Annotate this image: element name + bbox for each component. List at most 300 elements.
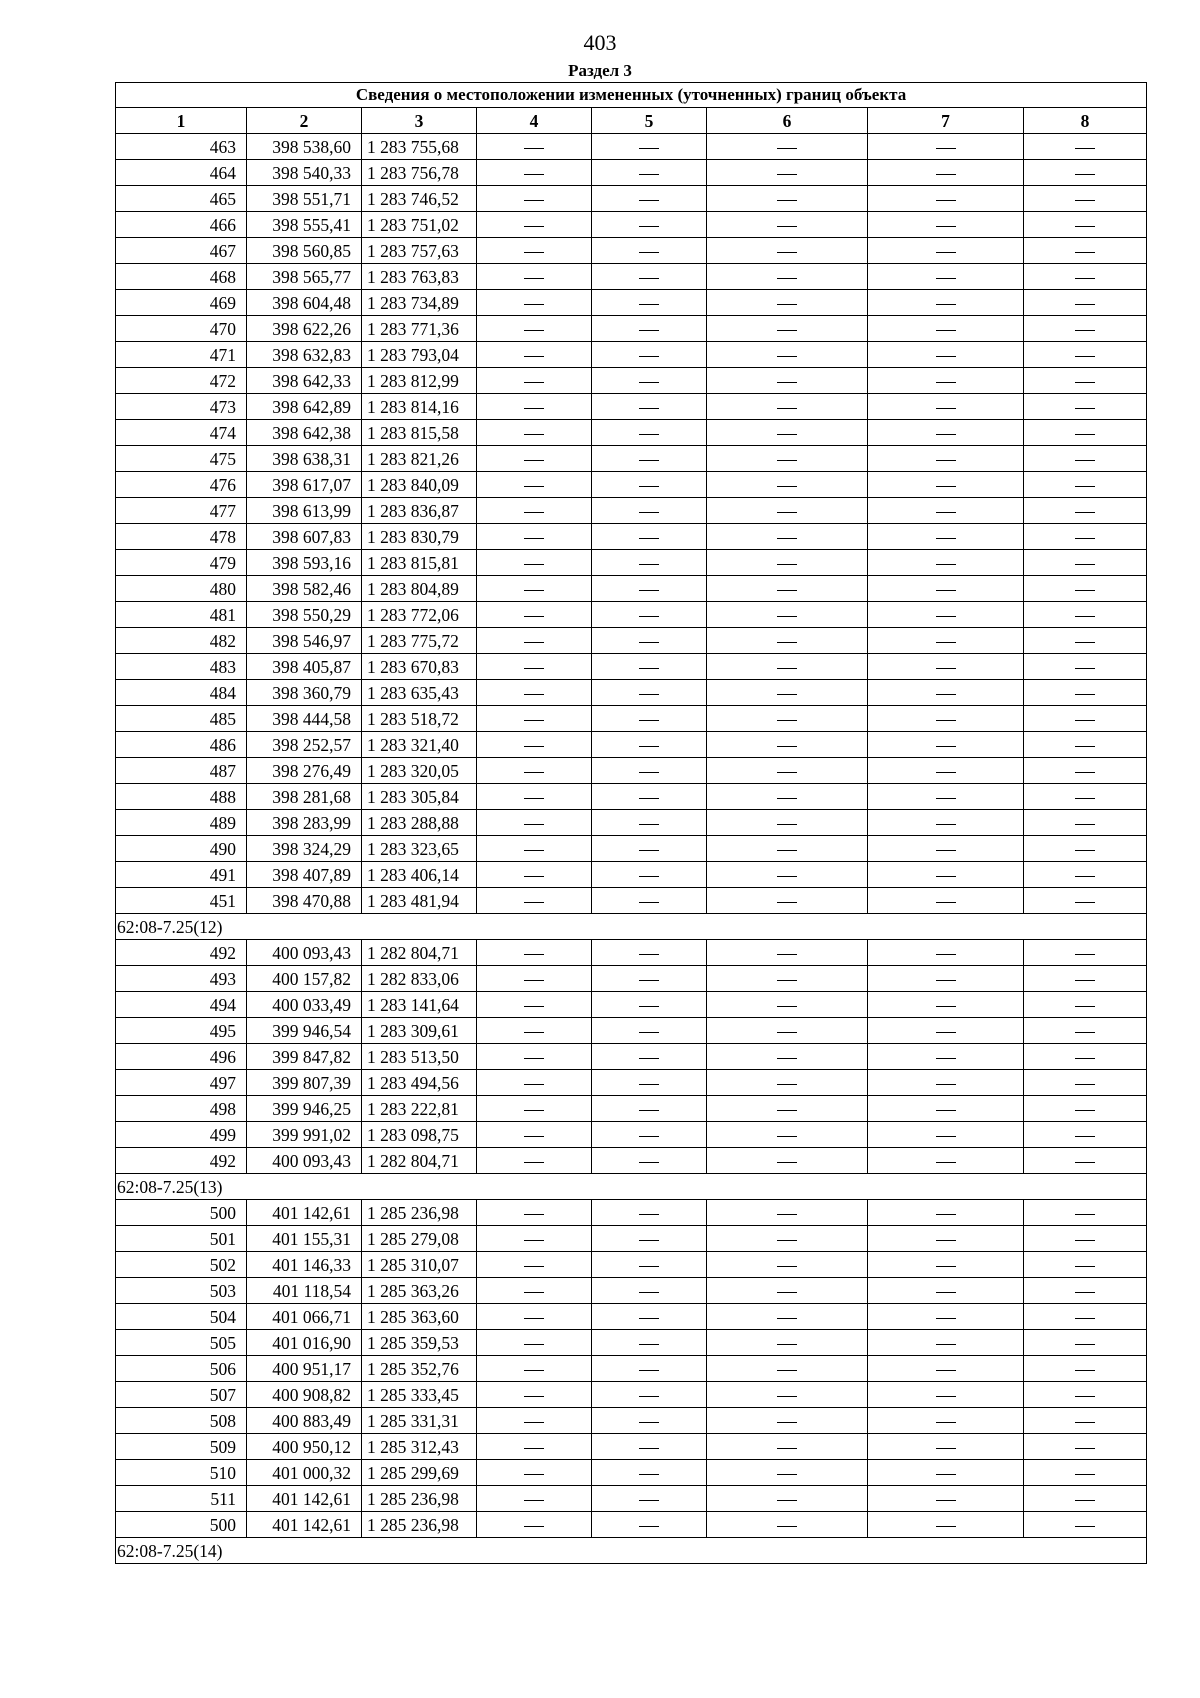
empty-cell [707,1304,868,1330]
table-row [116,1252,1147,1278]
table-row [116,680,1147,706]
empty-cell [868,420,1024,446]
point-number: 475 [116,446,247,472]
empty-cell [592,316,707,342]
dash-mark [1075,148,1095,149]
point-number: 467 [116,238,247,264]
empty-cell [477,1018,592,1044]
coordinate-y: 1 285 331,31 [362,1408,477,1434]
point-number: 481 [116,602,247,628]
empty-cell [477,602,592,628]
point-number: 474 [116,420,247,446]
empty-cell [477,524,592,550]
point-number: 472 [116,368,247,394]
empty-cell [477,1070,592,1096]
point-number: 477 [116,498,247,524]
dash-mark [936,694,956,695]
empty-cell [868,888,1024,914]
column-header: 1 [116,108,247,134]
empty-cell [707,784,868,810]
point-number: 502 [116,1252,247,1278]
dash-mark [639,1006,659,1007]
empty-cell [868,784,1024,810]
point-number: 500 [116,1200,247,1226]
dash-mark [936,1032,956,1033]
coordinate-x: 398 613,99 [247,498,362,524]
dash-mark [1075,512,1095,513]
dash-mark [777,278,797,279]
empty-cell [1024,1226,1147,1252]
dash-mark [936,1084,956,1085]
dash-mark [936,980,956,981]
dash-mark [777,1396,797,1397]
coordinate-y: 1 283 756,78 [362,160,477,186]
empty-cell [592,160,707,186]
dash-mark [524,1344,544,1345]
dash-mark [936,252,956,253]
dash-mark [936,1370,956,1371]
dash-mark [1075,460,1095,461]
empty-cell [707,810,868,836]
coordinate-y: 1 283 670,83 [362,654,477,680]
empty-cell [477,264,592,290]
empty-cell [707,602,868,628]
empty-cell [707,654,868,680]
dash-mark [524,1474,544,1475]
dash-mark [1075,720,1095,721]
empty-cell [707,966,868,992]
dash-mark [524,512,544,513]
coordinate-y: 1 283 815,81 [362,550,477,576]
dash-mark [777,1474,797,1475]
dash-mark [524,1318,544,1319]
empty-cell [1024,1018,1147,1044]
empty-cell [592,1096,707,1122]
dash-mark [639,1318,659,1319]
dash-mark [1075,1266,1095,1267]
empty-cell [1024,810,1147,836]
dash-mark [777,824,797,825]
dash-mark [1075,1292,1095,1293]
empty-cell [868,862,1024,888]
coordinate-x: 401 142,61 [247,1200,362,1226]
point-number: 476 [116,472,247,498]
empty-cell [707,134,868,160]
coordinate-y: 1 283 812,99 [362,368,477,394]
empty-cell [592,576,707,602]
coordinate-x: 401 155,31 [247,1226,362,1252]
coordinate-x: 399 946,54 [247,1018,362,1044]
dash-mark [524,850,544,851]
empty-cell [477,1200,592,1226]
coordinate-y: 1 282 804,71 [362,1148,477,1174]
dash-mark [524,200,544,201]
dash-mark [777,512,797,513]
dash-mark [639,1344,659,1345]
dash-mark [639,720,659,721]
coordinate-x: 398 607,83 [247,524,362,550]
empty-cell [1024,1070,1147,1096]
dash-mark [777,1058,797,1059]
empty-cell [707,238,868,264]
empty-cell [592,420,707,446]
empty-cell [592,1252,707,1278]
empty-cell [868,1408,1024,1434]
empty-cell [477,186,592,212]
empty-cell [477,1304,592,1330]
coordinate-y: 1 283 494,56 [362,1070,477,1096]
table-row [116,576,1147,602]
empty-cell [1024,446,1147,472]
dash-mark [639,850,659,851]
coordinate-x: 398 617,07 [247,472,362,498]
dash-mark [639,1266,659,1267]
dash-mark [1075,1058,1095,1059]
empty-cell [707,1408,868,1434]
coordinate-y: 1 285 312,43 [362,1434,477,1460]
table-row [116,394,1147,420]
empty-cell [592,134,707,160]
empty-cell [477,1044,592,1070]
dash-mark [777,720,797,721]
empty-cell [592,290,707,316]
dash-mark [777,1370,797,1371]
dash-mark [777,1292,797,1293]
empty-cell [868,290,1024,316]
point-number: 511 [116,1486,247,1512]
dash-mark [936,278,956,279]
empty-cell [592,1044,707,1070]
dash-mark [524,668,544,669]
dash-mark [936,954,956,955]
empty-cell [477,394,592,420]
table-row [116,732,1147,758]
empty-cell [592,1148,707,1174]
dash-mark [639,408,659,409]
dash-mark [936,200,956,201]
dash-mark [639,252,659,253]
dash-mark [777,642,797,643]
coordinate-y: 1 283 635,43 [362,680,477,706]
coordinate-y: 1 285 352,76 [362,1356,477,1382]
empty-cell [707,732,868,758]
coordinate-y: 1 283 513,50 [362,1044,477,1070]
coordinate-x: 398 405,87 [247,654,362,680]
dash-mark [1075,668,1095,669]
dash-mark [639,798,659,799]
coordinate-y: 1 283 815,58 [362,420,477,446]
empty-cell [868,628,1024,654]
empty-cell [477,550,592,576]
empty-cell [707,1096,868,1122]
dash-mark [639,512,659,513]
dash-mark [1075,746,1095,747]
dash-mark [1075,330,1095,331]
dash-mark [936,876,956,877]
column-number-row [116,108,1147,134]
dash-mark [639,642,659,643]
empty-cell [592,758,707,784]
table-row [116,1434,1147,1460]
dash-mark [639,1084,659,1085]
empty-cell [1024,836,1147,862]
empty-cell [592,1018,707,1044]
dash-mark [777,1032,797,1033]
empty-cell [1024,290,1147,316]
empty-cell [1024,1330,1147,1356]
coordinate-y: 1 285 333,45 [362,1382,477,1408]
empty-cell [592,394,707,420]
empty-cell [592,446,707,472]
empty-cell [477,498,592,524]
point-number: 488 [116,784,247,810]
empty-cell [592,550,707,576]
dash-mark [777,1500,797,1501]
column-header: 3 [362,108,477,134]
point-number: 509 [116,1434,247,1460]
empty-cell [592,862,707,888]
empty-cell [477,1408,592,1434]
empty-cell [707,290,868,316]
point-number: 510 [116,1460,247,1486]
empty-cell [707,342,868,368]
empty-cell [477,1434,592,1460]
dash-mark [777,564,797,565]
table-row [116,810,1147,836]
table-caption-row [116,83,1147,108]
coordinate-x: 398 276,49 [247,758,362,784]
empty-cell [1024,394,1147,420]
coordinate-x: 398 642,89 [247,394,362,420]
empty-cell [592,498,707,524]
coordinate-x: 398 324,29 [247,836,362,862]
empty-cell [868,472,1024,498]
dash-mark [639,590,659,591]
empty-cell [868,446,1024,472]
dash-mark [936,720,956,721]
page-number: 403 [583,30,617,55]
empty-cell [592,784,707,810]
empty-cell [868,186,1024,212]
point-number: 506 [116,1356,247,1382]
column-header: 8 [1024,108,1147,134]
dash-mark [777,590,797,591]
coordinate-y: 1 283 772,06 [362,602,477,628]
point-number: 505 [116,1330,247,1356]
table-row [116,1226,1147,1252]
coordinate-x: 398 622,26 [247,316,362,342]
empty-cell [1024,1486,1147,1512]
empty-cell [477,966,592,992]
dash-mark [777,1266,797,1267]
empty-cell [1024,940,1147,966]
coordinate-x: 398 283,99 [247,810,362,836]
empty-cell [868,1356,1024,1382]
dash-mark [1075,486,1095,487]
empty-cell [592,940,707,966]
empty-cell [868,264,1024,290]
table-row [116,628,1147,654]
empty-cell [592,212,707,238]
point-number: 498 [116,1096,247,1122]
empty-cell [592,1512,707,1538]
empty-cell [868,1018,1024,1044]
dash-mark [777,1422,797,1423]
empty-cell [477,810,592,836]
dash-mark [777,1110,797,1111]
dash-mark [777,1318,797,1319]
dash-mark [1075,1344,1095,1345]
group-label: 62:08-7.25(12) [116,914,1147,940]
table-row [116,862,1147,888]
empty-cell [1024,1460,1147,1486]
dash-mark [936,1344,956,1345]
point-number: 501 [116,1226,247,1252]
coordinate-y: 1 283 775,72 [362,628,477,654]
dash-mark [1075,1032,1095,1033]
dash-mark [936,1110,956,1111]
dash-mark [936,1526,956,1527]
empty-cell [707,1382,868,1408]
dash-mark [777,434,797,435]
empty-cell [868,1096,1024,1122]
empty-cell [707,160,868,186]
empty-cell [707,1460,868,1486]
empty-cell [592,1200,707,1226]
empty-cell [1024,1200,1147,1226]
empty-cell [477,1148,592,1174]
dash-mark [524,746,544,747]
empty-cell [592,186,707,212]
dash-mark [639,460,659,461]
empty-cell [707,706,868,732]
table-row [116,1408,1147,1434]
empty-cell [707,1512,868,1538]
empty-cell [868,732,1024,758]
empty-cell [477,836,592,862]
coordinate-x: 399 946,25 [247,1096,362,1122]
dash-mark [936,486,956,487]
dash-mark [639,304,659,305]
dash-mark [639,148,659,149]
empty-cell [868,1304,1024,1330]
coordinate-x: 398 582,46 [247,576,362,602]
point-number: 493 [116,966,247,992]
dash-mark [639,694,659,695]
empty-cell [592,836,707,862]
empty-cell [707,472,868,498]
empty-cell [477,134,592,160]
dash-mark [1075,356,1095,357]
empty-cell [868,706,1024,732]
dash-mark [639,980,659,981]
table-row [116,160,1147,186]
point-number: 464 [116,160,247,186]
dash-mark [1075,538,1095,539]
empty-cell [477,1096,592,1122]
coordinate-y: 1 285 363,26 [362,1278,477,1304]
coordinate-y: 1 283 734,89 [362,290,477,316]
point-number: 507 [116,1382,247,1408]
empty-cell [592,680,707,706]
dash-mark [1075,304,1095,305]
dash-mark [524,1448,544,1449]
dash-mark [524,564,544,565]
empty-cell [477,1460,592,1486]
point-number: 465 [116,186,247,212]
table-row [116,1148,1147,1174]
empty-cell [707,316,868,342]
dash-mark [1075,1474,1095,1475]
dash-mark [777,486,797,487]
point-number: 499 [116,1122,247,1148]
dash-mark [1075,1006,1095,1007]
empty-cell [1024,524,1147,550]
point-number: 504 [116,1304,247,1330]
coordinate-y: 1 283 763,83 [362,264,477,290]
dash-mark [1075,1110,1095,1111]
dash-mark [639,1214,659,1215]
table-row [116,212,1147,238]
empty-cell [707,1486,868,1512]
point-number: 482 [116,628,247,654]
coordinate-x: 401 146,33 [247,1252,362,1278]
dash-mark [777,668,797,669]
dash-mark [936,798,956,799]
point-number: 470 [116,316,247,342]
empty-cell [477,758,592,784]
empty-cell [592,732,707,758]
point-number: 486 [116,732,247,758]
empty-cell [477,472,592,498]
table-row [116,1512,1147,1538]
empty-cell [592,706,707,732]
coordinate-y: 1 283 804,89 [362,576,477,602]
point-number: 494 [116,992,247,1018]
dash-mark [639,1422,659,1423]
coordinate-y: 1 283 481,94 [362,888,477,914]
coordinate-x: 400 908,82 [247,1382,362,1408]
empty-cell [1024,1356,1147,1382]
dash-mark [639,226,659,227]
table-row [116,524,1147,550]
point-number: 500 [116,1512,247,1538]
empty-cell [707,1044,868,1070]
dash-mark [639,564,659,565]
point-number: 508 [116,1408,247,1434]
empty-cell [477,940,592,966]
empty-cell [592,1486,707,1512]
empty-cell [1024,576,1147,602]
empty-cell [707,1070,868,1096]
dash-mark [936,304,956,305]
dash-mark [524,1500,544,1501]
empty-cell [477,732,592,758]
dash-mark [639,1448,659,1449]
coordinate-x: 398 642,38 [247,420,362,446]
dash-mark [639,746,659,747]
empty-cell [707,446,868,472]
dash-mark [524,1396,544,1397]
coordinate-x: 400 883,49 [247,1408,362,1434]
coordinate-x: 398 642,33 [247,368,362,394]
empty-cell [868,810,1024,836]
column-header: 5 [592,108,707,134]
dash-mark [524,1214,544,1215]
dash-mark [936,772,956,773]
coordinate-y: 1 282 804,71 [362,940,477,966]
empty-cell [477,420,592,446]
